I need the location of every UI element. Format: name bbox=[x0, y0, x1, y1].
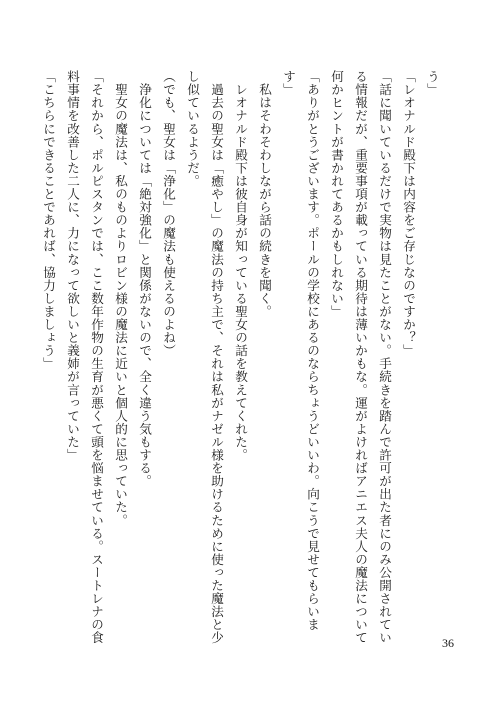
text-line: 私はそわそわしながら話の続きを聞く。 bbox=[257, 70, 272, 318]
text-line: し似ているようだ。 bbox=[185, 70, 200, 188]
text-line: 「ありがとうございます。ポールの学校にあるのならちょうどいいわ。向こうで見せてもらいま bbox=[305, 70, 320, 632]
text-line: レオナルド殿下は彼自身が知っている聖女の話を教えてくれた。 bbox=[233, 70, 248, 462]
page-number: 36 bbox=[442, 636, 454, 650]
text-line: 過去の聖女は「癒やし」の魔法の持ち主で、それは私がナゼル様を助けるために使った魔法と少 bbox=[209, 70, 224, 645]
text-line: る情報だが、重要事項が載っている期待は薄いかもな。運がよければアニエス夫人の魔法について bbox=[353, 70, 368, 645]
text-line: う」 bbox=[425, 70, 440, 97]
text-line: 何かヒントが書かれてあるかもしれない」 bbox=[329, 70, 344, 318]
text-line: 「レオナルド殿下は内容をご存じなのですか？」 bbox=[401, 70, 416, 358]
text-line: 料事情を改善した二人に、力になって欲しいと義姉が言っていた」 bbox=[65, 70, 80, 462]
text-line: 聖女の魔法は、私のものよりロビン様の魔法に近いと個人的に思っていた。 bbox=[113, 70, 128, 527]
vertical-text-block bbox=[41, 70, 444, 645]
text-line: （でも、聖女は「浄化」の魔法も使えるのよね） bbox=[161, 70, 176, 358]
text-line: 「こちらにできることであれば、協力しましょう」 bbox=[41, 70, 56, 371]
text-line: 「それから、ポルピスタンでは、ここ数年作物の生育が悪くて頭を悩ませている。スートレナの食 bbox=[89, 70, 104, 645]
text-line: 「話に聞いているだけで実物は見たことがない。手続きを踏んで許可が出た者にのみ公開されてい bbox=[377, 70, 392, 645]
text-line: 浄化については「絶対強化」と関係がないので、全く違う気もする。 bbox=[137, 70, 152, 488]
text-line: す」 bbox=[281, 70, 296, 97]
